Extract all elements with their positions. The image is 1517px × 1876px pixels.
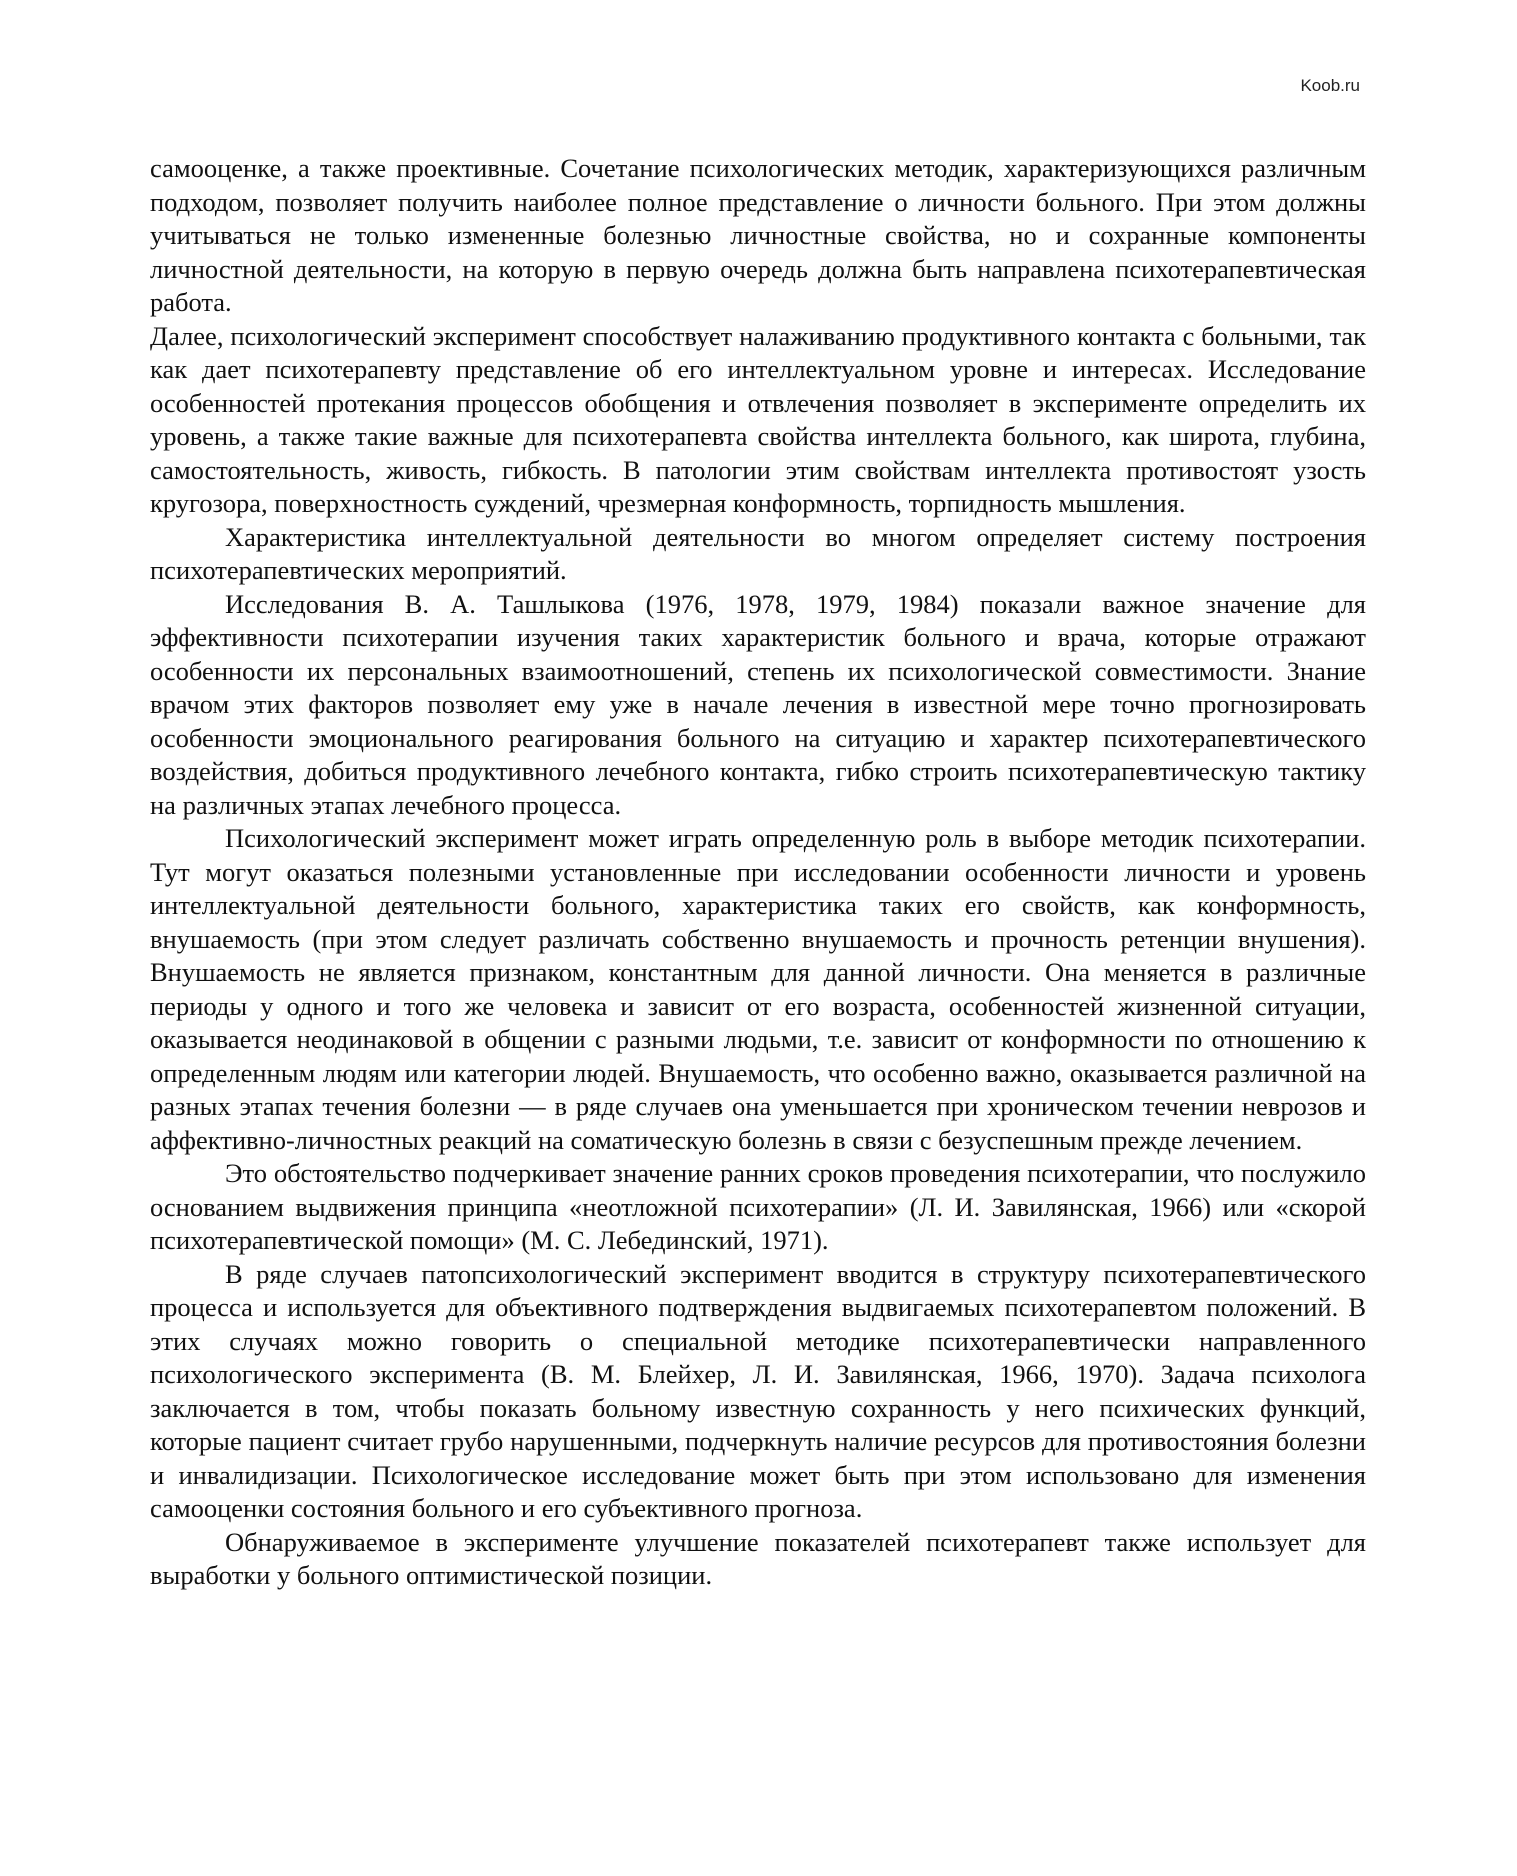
paragraph: Психологический эксперимент может играть определенную роль в выборе методик психотерапии. Тут могут оказаться полезными установленные при исследовании особенности личности и уровень интеллектуальной деятельности больного, характеристика таких его свойств, как конформность, внушаемость (при этом следует различать собственно внушаемость и прочность ретенции внушения). Внушаемость не является признаком, константным для данной личности. Она меняется в различные периоды у одного и того же человека и зависит от его возраста, особенностей жизненной ситуации, оказывается неодинаковой в общении с разными людьми, т.е. зависит от конформности по отношению к определенным людям или категории людей. Внушаемость, что особенно важно, оказывается различной на разных этапах течения болезни — в ряде случаев она уменьшается при хроническом течении неврозов и аффективно-личностных реакций на соматическую болезнь в связи с безуспешным прежде лечением. (150, 823, 1366, 1155)
body-text (150, 152, 1366, 1593)
site-label: Koob.ru (1300, 76, 1360, 95)
paragraph: Исследования В. А. Ташлыкова (1976, 1978, 1979, 1984) показали важное значение для эффективности психотерапии изучения таких характеристик больного и врача, которые отражают особенности их персональных взаимоотношений, степень их психологической совместимости. Знание врачом этих факторов позволяет ему уже в начале лечения в известной мере точно прогнозировать особенности эмоционального реагирования больного на ситуацию и характер психотерапевтического воздействия, добиться продуктивного лечебного контакта, гибко строить психотерапевтическую тактику на различных этапах лечебного процесса. (150, 588, 1366, 820)
paragraph: Это обстоятельство подчеркивает значение ранних сроков проведения психотерапии, что послужило основанием выдвижения принципа «неотложной психотерапии» (Л. И. Завилянская, 1966) или «скорой психотерапевтической помощи» (М. С. Лебединский, 1971). (150, 1158, 1366, 1255)
paragraph: самооценке, а также проективные. Сочетание психологических методик, характеризующихся различным подходом, позволяет получить наиболее полное представление о личности больного. При этом должны учитываться не только измененные болезнью личностные свойства, но и сохранные компоненты личностной деятельности, на которую в первую очередь должна быть направлена психотерапевтическая работа. (150, 153, 1366, 317)
paragraph: Обнаруживаемое в эксперименте улучшение показателей психотерапевт также использует для выработки у больного оптимистической позиции. (150, 1526, 1366, 1590)
paragraph: Далее, психологический эксперимент способствует налаживанию продуктивного контакта с больными, так как дает психотерапевту представление об его интеллектуальном уровне и интересах. Исследование особенностей протекания процессов обобщения и отвлечения позволяет в эксперименте определить их уровень, а также такие важные для психотерапевта свойства интеллекта больного, как широта, глубина, самостоятельность, живость, гибкость. В патологии этим свойствам интеллекта противостоят узость кругозора, поверхностность суждений, чрезмерная конформность, торпидность мышления. (150, 320, 1366, 518)
paragraph: В ряде случаев патопсихологический эксперимент вводится в структуру психотерапевтического процесса и используется для объективного подтверждения выдвигаемых психотерапевтом положений. В этих случаях можно говорить о специальной методике психотерапевтически направленного психологического эксперимента (В. М. Блейхер, Л. И. Завилянская, 1966, 1970). Задача психолога заключается в том, чтобы показать больному известную сохранность у него психических функций, которые пациент считает грубо нарушенными, подчеркнуть наличие ресурсов для противостояния болезни и инвалидизации. Психологическое исследование может быть при этом использовано для изменения самооценки состояния больного и его субъективного прогноза. (150, 1258, 1366, 1523)
paragraph: Характеристика интеллектуальной деятельности во многом определяет систему построения психотерапевтических мероприятий. (150, 521, 1366, 585)
